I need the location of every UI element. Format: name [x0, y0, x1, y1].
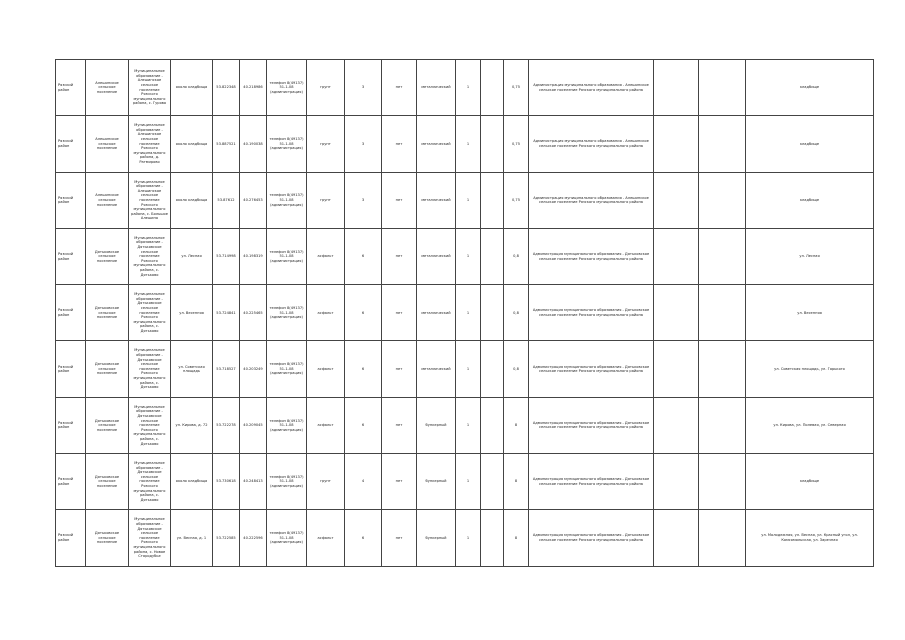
cell-lat: 53.714998: [213, 228, 240, 284]
cell-count: 1: [456, 172, 481, 228]
cell-reg: телефон 8(49137) 51-1-08 (администрация): [267, 285, 307, 341]
table-row: [56, 116, 874, 172]
cell-source: ул. Молодежная, ул. Весная, ул. Красный угол, ул. Комсомольская, ул. Заречная: [746, 510, 874, 566]
cell-source: кладбище: [746, 454, 874, 510]
cell-org: Администрация муниципального образования - Алешинское сельское поселение Рязского муниципального района: [529, 172, 654, 228]
cell-source: кладбище: [746, 116, 874, 172]
cell-lon: 40.198319: [240, 228, 267, 284]
cell-type: металлический: [417, 116, 456, 172]
table-body: [56, 60, 874, 567]
cell-lat: 53.730618: [213, 454, 240, 510]
cell-source: ул. Кирова, ул. Полевая, ул. Северная: [746, 397, 874, 453]
cell-count: 1: [456, 116, 481, 172]
cell-reg: телефон 8(49137) 51-1-08 (администрация): [267, 228, 307, 284]
cell-settlement: Дятьковское сельское поселение: [86, 285, 129, 341]
table-row: [56, 60, 874, 116]
table-row: [56, 454, 874, 510]
cell-volume: 0,8: [504, 228, 529, 284]
cell-g2: [699, 510, 746, 566]
cell-source: ул. Советская площадь, ул. Горького: [746, 341, 874, 397]
cell-g2: [699, 60, 746, 116]
cell-volume: 0,75: [504, 172, 529, 228]
cell-district: Рязский район: [56, 285, 86, 341]
cell-empty: [481, 397, 504, 453]
cell-fence: нет: [382, 454, 417, 510]
cell-type: металлический: [417, 341, 456, 397]
cell-type: бункерный: [417, 397, 456, 453]
cell-district: Рязский район: [56, 454, 86, 510]
cell-empty: [481, 116, 504, 172]
cell-area: 6: [345, 510, 382, 566]
cell-area: 3: [345, 172, 382, 228]
cell-surface: асфальт: [307, 285, 345, 341]
cell-lon: 40.248413: [240, 454, 267, 510]
cell-org: Администрация муниципального образования - Алешинское сельское поселение Рязского муниципального района: [529, 60, 654, 116]
cell-org: Администрация муниципального образования - Дятьковское сельское поселение Рязского муниципального района: [529, 341, 654, 397]
cell-owner: Муниципальное образование - Дятьковское сельское поселение Рязского муниципального района, с. Дятьково: [129, 454, 171, 510]
cell-location: ул. Весная, д. 1: [171, 510, 213, 566]
cell-type: металлический: [417, 172, 456, 228]
cell-volume: 0,8: [504, 341, 529, 397]
cell-g1: [654, 397, 699, 453]
cell-g2: [699, 454, 746, 510]
cell-surface: грунт: [307, 60, 345, 116]
table-row: [56, 172, 874, 228]
cell-settlement: Дятьковское сельское поселение: [86, 341, 129, 397]
cell-empty: [481, 172, 504, 228]
cell-empty: [481, 454, 504, 510]
cell-count: 1: [456, 454, 481, 510]
cell-lat: 53.87612: [213, 172, 240, 228]
cell-reg: телефон 8(49137) 51-1-08 (администрация): [267, 397, 307, 453]
cell-settlement: Алешинское сельское поселение: [86, 60, 129, 116]
cell-volume: 8: [504, 510, 529, 566]
cell-fence: нет: [382, 228, 417, 284]
cell-lat: 53.722585: [213, 510, 240, 566]
cell-location: ул. Весенняя: [171, 285, 213, 341]
cell-fence: нет: [382, 341, 417, 397]
cell-area: 4: [345, 454, 382, 510]
cell-g2: [699, 397, 746, 453]
cell-source: кладбище: [746, 172, 874, 228]
cell-org: Администрация муниципального образования - Дятьковское сельское поселение Рязского муниципального района: [529, 228, 654, 284]
cell-g2: [699, 285, 746, 341]
cell-count: 1: [456, 397, 481, 453]
registry-table: [55, 59, 874, 567]
cell-type: металлический: [417, 60, 456, 116]
cell-org: Администрация муниципального образования - Дятьковское сельское поселение Рязского муниципального района: [529, 397, 654, 453]
cell-count: 1: [456, 60, 481, 116]
cell-owner: Муниципальное образование - Дятьковское сельское поселение Рязского муниципального района, с. Дятьково: [129, 397, 171, 453]
cell-lat: 53.822348: [213, 60, 240, 116]
cell-surface: асфальт: [307, 510, 345, 566]
table-row: [56, 510, 874, 566]
cell-lon: 40.218986: [240, 60, 267, 116]
cell-empty: [481, 228, 504, 284]
document-page: [55, 59, 873, 567]
cell-reg: телефон 8(49137) 51-1-08 (администрация): [267, 454, 307, 510]
cell-fence: нет: [382, 60, 417, 116]
cell-surface: асфальт: [307, 341, 345, 397]
cell-empty: [481, 341, 504, 397]
cell-area: 3: [345, 60, 382, 116]
cell-reg: телефон 8(49137) 51-1-08 (администрация): [267, 116, 307, 172]
cell-g1: [654, 116, 699, 172]
cell-location: около кладбища: [171, 60, 213, 116]
cell-area: 6: [345, 341, 382, 397]
cell-g1: [654, 60, 699, 116]
cell-fence: нет: [382, 397, 417, 453]
cell-volume: 8: [504, 397, 529, 453]
cell-reg: телефон 8(49137) 51-1-08 (администрация): [267, 172, 307, 228]
cell-area: 6: [345, 285, 382, 341]
cell-location: около кладбища: [171, 454, 213, 510]
table-row: [56, 341, 874, 397]
cell-surface: асфальт: [307, 228, 345, 284]
cell-lon: 40.225465: [240, 285, 267, 341]
cell-g1: [654, 285, 699, 341]
cell-surface: грунт: [307, 454, 345, 510]
cell-g2: [699, 228, 746, 284]
cell-surface: асфальт: [307, 397, 345, 453]
cell-count: 1: [456, 285, 481, 341]
cell-owner: Муниципальное образование - Дятьковское сельское поселение Рязского муниципального района, с. Дятьково: [129, 228, 171, 284]
cell-source: кладбище: [746, 60, 874, 116]
cell-location: ул. Кирова, д. 72: [171, 397, 213, 453]
table-row: [56, 397, 874, 453]
cell-reg: телефон 8(49137) 51-1-08 (администрация): [267, 341, 307, 397]
cell-lon: 40.209045: [240, 397, 267, 453]
cell-fence: нет: [382, 116, 417, 172]
cell-area: 6: [345, 228, 382, 284]
cell-settlement: Алешинское сельское поселение: [86, 172, 129, 228]
cell-settlement: Дятьковское сельское поселение: [86, 454, 129, 510]
cell-type: бункерный: [417, 510, 456, 566]
cell-location: около кладбища: [171, 116, 213, 172]
cell-reg: телефон 8(49137) 51-1-08 (администрация): [267, 510, 307, 566]
cell-g2: [699, 116, 746, 172]
cell-owner: Муниципальное образование - Алешинское сельское поселение Рязского муниципального района, с. Большое Алешино: [129, 172, 171, 228]
cell-area: 3: [345, 116, 382, 172]
cell-settlement: Алешинское сельское поселение: [86, 116, 129, 172]
cell-reg: телефон 8(49137) 51-1-08 (администрация): [267, 60, 307, 116]
cell-lon: 40.203249: [240, 341, 267, 397]
cell-empty: [481, 60, 504, 116]
cell-surface: грунт: [307, 172, 345, 228]
cell-district: Рязский район: [56, 510, 86, 566]
cell-count: 1: [456, 341, 481, 397]
cell-source: ул. Весенняя: [746, 285, 874, 341]
cell-fence: нет: [382, 510, 417, 566]
cell-count: 1: [456, 510, 481, 566]
table-row: [56, 228, 874, 284]
cell-location: ул. Лесная: [171, 228, 213, 284]
cell-volume: 0,8: [504, 285, 529, 341]
cell-lon: 40.222596: [240, 510, 267, 566]
cell-lat: 53.722278: [213, 397, 240, 453]
cell-owner: Муниципальное образование - Алешинское сельское поселение Рязского муниципального района, д. Ратмирово: [129, 116, 171, 172]
cell-lon: 40.190038: [240, 116, 267, 172]
cell-org: Администрация муниципального образования - Дятьковское сельское поселение Рязского муниципального района: [529, 510, 654, 566]
cell-g2: [699, 341, 746, 397]
cell-volume: 0,75: [504, 116, 529, 172]
cell-g1: [654, 341, 699, 397]
cell-lat: 53.724841: [213, 285, 240, 341]
cell-g2: [699, 172, 746, 228]
cell-settlement: Дятьковское сельское поселение: [86, 510, 129, 566]
cell-lat: 53.718527: [213, 341, 240, 397]
cell-org: Администрация муниципального образования - Алешинское сельское поселение Рязского муниципального района: [529, 116, 654, 172]
cell-owner: Муниципальное образование - Алешинское сельское поселение Рязского муниципального района, с. Гурово: [129, 60, 171, 116]
cell-location: ул. Советская площадь: [171, 341, 213, 397]
cell-source: ул. Лесная: [746, 228, 874, 284]
cell-district: Рязский район: [56, 116, 86, 172]
cell-type: металлический: [417, 285, 456, 341]
table-row: [56, 285, 874, 341]
cell-org: Администрация муниципального образования - Дятьковское сельское поселение Рязского муниципального района: [529, 285, 654, 341]
cell-location: около кладбища: [171, 172, 213, 228]
cell-district: Рязский район: [56, 228, 86, 284]
cell-empty: [481, 510, 504, 566]
cell-fence: нет: [382, 285, 417, 341]
cell-g1: [654, 228, 699, 284]
cell-district: Рязский район: [56, 60, 86, 116]
cell-district: Рязский район: [56, 341, 86, 397]
cell-area: 6: [345, 397, 382, 453]
cell-org: Администрация муниципального образования - Дятьковское сельское поселение Рязского муниципального района: [529, 454, 654, 510]
cell-lat: 53.887521: [213, 116, 240, 172]
cell-type: бункерный: [417, 454, 456, 510]
cell-surface: грунт: [307, 116, 345, 172]
cell-fence: нет: [382, 172, 417, 228]
cell-count: 1: [456, 228, 481, 284]
cell-g1: [654, 454, 699, 510]
cell-district: Рязский район: [56, 172, 86, 228]
cell-g1: [654, 172, 699, 228]
cell-owner: Муниципальное образование - Дятьковское сельское поселение Рязского муниципального района, с. Новое Стародубье: [129, 510, 171, 566]
cell-volume: 8: [504, 454, 529, 510]
cell-owner: Муниципальное образование - Дятьковское сельское поселение Рязского муниципального района, с. Дятьково: [129, 285, 171, 341]
cell-settlement: Дятьковское сельское поселение: [86, 228, 129, 284]
cell-district: Рязский район: [56, 397, 86, 453]
cell-owner: Муниципальное образование - Дятьковское сельское поселение Рязского муниципального района, с. Дятьково: [129, 341, 171, 397]
cell-volume: 0,75: [504, 60, 529, 116]
cell-empty: [481, 285, 504, 341]
cell-g1: [654, 510, 699, 566]
cell-type: металлический: [417, 228, 456, 284]
cell-lon: 40.276453: [240, 172, 267, 228]
cell-settlement: Дятьковское сельское поселение: [86, 397, 129, 453]
